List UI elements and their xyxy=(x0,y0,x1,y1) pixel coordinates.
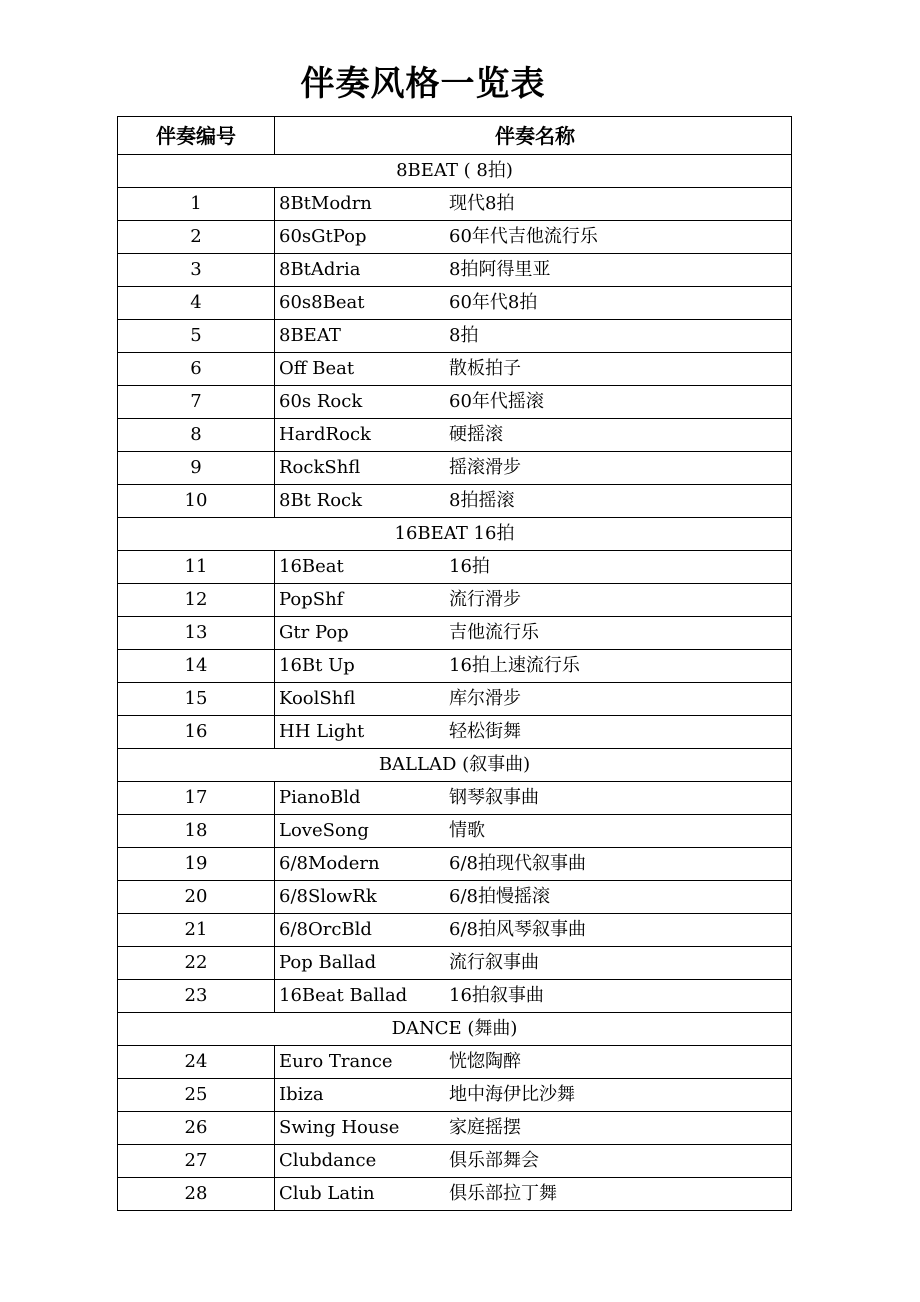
style-name-chinese: 轻松街舞 xyxy=(449,721,521,742)
style-name-english: Pop Ballad xyxy=(279,952,377,973)
table-row xyxy=(118,353,792,386)
style-name-english: Clubdance xyxy=(279,1150,377,1171)
style-name-cell xyxy=(275,848,792,881)
page-title: 伴奏风格一览表 xyxy=(300,64,546,104)
style-name-english: Swing House xyxy=(279,1117,400,1138)
style-number: 13 xyxy=(118,617,275,650)
table-row xyxy=(118,782,792,815)
style-name-chinese: 情歌 xyxy=(449,820,485,841)
style-number: 24 xyxy=(118,1046,275,1079)
table-row xyxy=(118,716,792,749)
table-row xyxy=(118,584,792,617)
style-name-english: Euro Trance xyxy=(279,1051,393,1072)
style-number: 17 xyxy=(118,782,275,815)
table-header-row xyxy=(118,117,792,155)
style-number: 6 xyxy=(118,353,275,386)
table-row xyxy=(118,386,792,419)
style-name-cell xyxy=(275,1112,792,1145)
table-row xyxy=(118,947,792,980)
style-name-english: 60s8Beat xyxy=(279,292,365,313)
table-row xyxy=(118,1079,792,1112)
style-name-english: HardRock xyxy=(279,424,371,445)
style-name-cell xyxy=(275,947,792,980)
style-number: 2 xyxy=(118,221,275,254)
style-name-cell xyxy=(275,782,792,815)
style-name-chinese: 现代8拍 xyxy=(449,193,515,214)
style-number: 11 xyxy=(118,551,275,584)
table-row xyxy=(118,287,792,320)
style-name-chinese: 地中海伊比沙舞 xyxy=(449,1084,575,1105)
style-number: 19 xyxy=(118,848,275,881)
header-number: 伴奏编号 xyxy=(118,117,275,155)
style-name-chinese: 流行滑步 xyxy=(449,589,521,610)
style-name-chinese: 库尔滑步 xyxy=(449,688,521,709)
section-label: BALLAD (叙事曲) xyxy=(118,749,792,782)
style-number: 28 xyxy=(118,1178,275,1211)
header-name: 伴奏名称 xyxy=(275,117,792,155)
style-number: 9 xyxy=(118,452,275,485)
table-row xyxy=(118,551,792,584)
section-label: DANCE (舞曲) xyxy=(118,1013,792,1046)
style-name-cell xyxy=(275,617,792,650)
style-name-cell xyxy=(275,353,792,386)
table-row xyxy=(118,188,792,221)
style-table xyxy=(117,116,792,1211)
table-row xyxy=(118,419,792,452)
table-row xyxy=(118,848,792,881)
style-name-cell xyxy=(275,914,792,947)
style-name-chinese: 60年代吉他流行乐 xyxy=(449,226,598,247)
style-name-english: PopShf xyxy=(279,589,344,610)
style-name-english: LoveSong xyxy=(279,820,369,841)
table-row xyxy=(118,914,792,947)
style-number: 22 xyxy=(118,947,275,980)
style-number: 5 xyxy=(118,320,275,353)
style-name-english: Gtr Pop xyxy=(279,622,349,643)
style-name-chinese: 16拍上速流行乐 xyxy=(449,655,580,676)
section-row xyxy=(118,155,792,188)
style-name-cell xyxy=(275,683,792,716)
style-name-chinese: 恍惚陶醉 xyxy=(449,1051,521,1072)
table-row xyxy=(118,617,792,650)
table-row xyxy=(118,1145,792,1178)
table-row xyxy=(118,650,792,683)
style-name-cell xyxy=(275,1046,792,1079)
style-name-english: Ibiza xyxy=(279,1084,324,1105)
section-row xyxy=(118,749,792,782)
style-number: 3 xyxy=(118,254,275,287)
style-name-cell xyxy=(275,287,792,320)
style-name-cell xyxy=(275,452,792,485)
style-name-cell xyxy=(275,1178,792,1211)
style-name-english: 16Beat xyxy=(279,556,344,577)
table-row xyxy=(118,320,792,353)
section-label: 8BEAT ( 8拍) xyxy=(118,155,792,188)
section-row xyxy=(118,1013,792,1046)
style-name-chinese: 16拍叙事曲 xyxy=(449,985,544,1006)
style-name-english: 8BtModrn xyxy=(279,193,372,214)
style-name-english: HH Light xyxy=(279,721,365,742)
style-name-english: 6/8SlowRk xyxy=(279,886,377,907)
style-name-chinese: 8拍 xyxy=(449,325,479,346)
style-name-english: 60s Rock xyxy=(279,391,363,412)
style-name-english: 8Bt Rock xyxy=(279,490,363,511)
style-name-cell xyxy=(275,650,792,683)
style-name-chinese: 60年代摇滚 xyxy=(449,391,544,412)
style-name-chinese: 家庭摇摆 xyxy=(449,1117,521,1138)
style-number: 8 xyxy=(118,419,275,452)
style-name-english: 16Beat Ballad xyxy=(279,985,408,1006)
style-name-cell xyxy=(275,584,792,617)
section-label: 16BEAT 16拍 xyxy=(118,518,792,551)
style-name-chinese: 散板拍子 xyxy=(449,358,521,379)
style-number: 12 xyxy=(118,584,275,617)
style-name-cell xyxy=(275,188,792,221)
table-row xyxy=(118,254,792,287)
style-name-english: RockShfl xyxy=(279,457,361,478)
style-name-chinese: 16拍 xyxy=(449,556,490,577)
style-name-cell xyxy=(275,815,792,848)
table-row xyxy=(118,452,792,485)
style-number: 10 xyxy=(118,485,275,518)
style-name-chinese: 60年代8拍 xyxy=(449,292,538,313)
style-name-english: Off Beat xyxy=(279,358,355,379)
style-name-chinese: 流行叙事曲 xyxy=(449,952,539,973)
style-number: 18 xyxy=(118,815,275,848)
style-number: 1 xyxy=(118,188,275,221)
style-number: 23 xyxy=(118,980,275,1013)
style-name-chinese: 摇滚滑步 xyxy=(449,457,521,478)
style-name-cell xyxy=(275,1145,792,1178)
style-number: 15 xyxy=(118,683,275,716)
style-name-cell xyxy=(275,254,792,287)
table-row xyxy=(118,221,792,254)
style-number: 4 xyxy=(118,287,275,320)
style-name-cell xyxy=(275,485,792,518)
style-name-chinese: 吉他流行乐 xyxy=(449,622,539,643)
style-number: 20 xyxy=(118,881,275,914)
table-row xyxy=(118,881,792,914)
style-number: 25 xyxy=(118,1079,275,1112)
style-name-english: KoolShfl xyxy=(279,688,356,709)
table-row xyxy=(118,1046,792,1079)
style-name-english: 6/8Modern xyxy=(279,853,380,874)
style-number: 27 xyxy=(118,1145,275,1178)
style-name-chinese: 6/8拍现代叙事曲 xyxy=(449,853,586,874)
style-name-cell xyxy=(275,221,792,254)
style-name-cell xyxy=(275,980,792,1013)
style-name-cell xyxy=(275,419,792,452)
style-name-cell xyxy=(275,716,792,749)
table-row xyxy=(118,1178,792,1211)
style-number: 14 xyxy=(118,650,275,683)
style-name-cell xyxy=(275,881,792,914)
style-name-cell xyxy=(275,1079,792,1112)
style-table-body xyxy=(118,117,792,1211)
style-name-chinese: 6/8拍慢摇滚 xyxy=(449,886,550,907)
table-row xyxy=(118,980,792,1013)
style-name-english: 8BEAT xyxy=(279,325,341,346)
style-number: 26 xyxy=(118,1112,275,1145)
style-name-cell xyxy=(275,551,792,584)
table-row xyxy=(118,1112,792,1145)
style-number: 7 xyxy=(118,386,275,419)
style-number: 16 xyxy=(118,716,275,749)
style-number: 21 xyxy=(118,914,275,947)
style-name-english: Club Latin xyxy=(279,1183,375,1204)
style-name-cell xyxy=(275,386,792,419)
style-name-chinese: 俱乐部拉丁舞 xyxy=(449,1183,557,1204)
style-name-english: PianoBld xyxy=(279,787,361,808)
table-row xyxy=(118,485,792,518)
style-name-chinese: 钢琴叙事曲 xyxy=(449,787,539,808)
style-name-chinese: 8拍阿得里亚 xyxy=(449,259,551,280)
style-name-chinese: 俱乐部舞会 xyxy=(449,1150,539,1171)
style-name-english: 6/8OrcBld xyxy=(279,919,372,940)
style-name-chinese: 硬摇滚 xyxy=(449,424,503,445)
style-name-english: 8BtAdria xyxy=(279,259,361,280)
table-row xyxy=(118,683,792,716)
table-row xyxy=(118,815,792,848)
section-row xyxy=(118,518,792,551)
style-name-chinese: 8拍摇滚 xyxy=(449,490,515,511)
style-name-cell xyxy=(275,320,792,353)
style-name-english: 60sGtPop xyxy=(279,226,367,247)
style-name-english: 16Bt Up xyxy=(279,655,355,676)
style-name-chinese: 6/8拍风琴叙事曲 xyxy=(449,919,586,940)
